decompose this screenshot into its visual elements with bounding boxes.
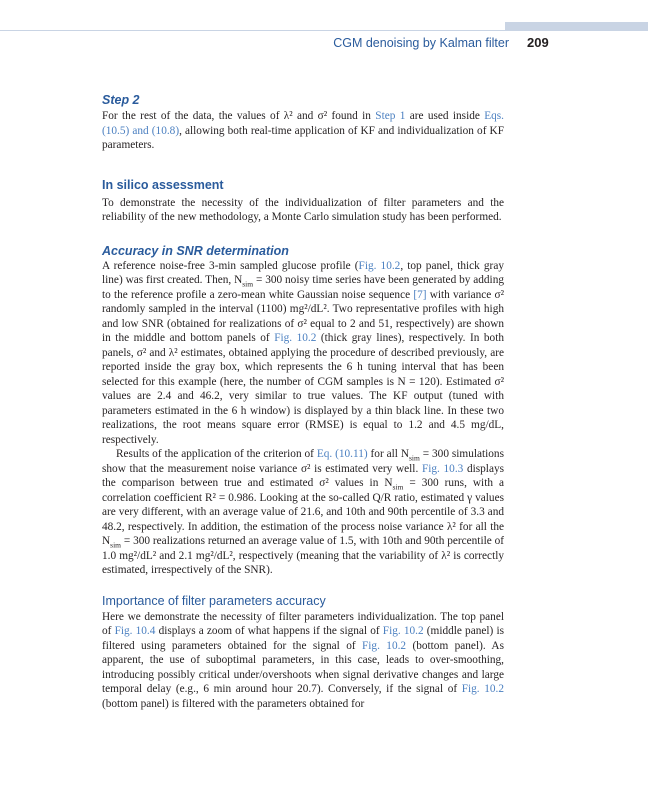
link-eqs-10-5-10-8[interactable]: Eqs. (10.5) and (10.8) xyxy=(102,110,505,137)
running-title: CGM denoising by Kalman filter xyxy=(333,36,509,50)
heading-importance-filter-parameters: Importance of filter parameters accuracy xyxy=(102,593,326,608)
link-step-1[interactable]: Step 1 xyxy=(375,110,406,122)
heading-in-silico-assessment: In silico assessment xyxy=(102,177,224,192)
heading-accuracy-snr: Accuracy in SNR determination xyxy=(102,243,289,258)
link-fig-10-2[interactable]: Fig. 10.2 xyxy=(274,332,317,344)
link-ref-7[interactable]: [7] xyxy=(413,288,427,301)
link-fig-10-3[interactable]: Fig. 10.3 xyxy=(421,462,464,475)
page-body xyxy=(102,92,504,711)
heading-step-2: Step 2 xyxy=(102,93,140,107)
paragraph-in-silico: To demonstrate the necessity of the individualization of filter parameters and the reliability of the new methodology, a Monte Carlo simulation study has been performed. xyxy=(102,196,504,223)
header-rule xyxy=(0,30,648,31)
link-eq-10-11[interactable]: Eq. (10.11) xyxy=(316,448,368,460)
link-fig-10-4[interactable]: Fig. 10.4 xyxy=(114,625,156,637)
link-fig-10-2[interactable]: Fig. 10.2 xyxy=(362,639,407,652)
paragraph-snr-2: Results of the application of the criterion of Eq. (10.11) for all $N_{sim} = 300$ simulations show that the measurement noise variance σ² is estimated very well. Fig. 10.3 displays the comparison between true and estimated σ² values in $N_{sim} = 300$ runs, with a correlation coefficient R² = 0.986. Looking at the so-called Q/R ratio, estimated γ values are very different, with an average value of 21.6, and 10th and 90th percentile of 3.3 and 48.2, respectively. In addition, the estimation of the process noise variance λ² for all the $N_{sim} = 300$ realizations returned an average value of 1.5, with 10th and 90th percentile of 1.0 mg²/dL² and 2.1 mg²/dL², respectively (meaning that the variability of λ² is correctly estimated, irrespectively of the SNR). xyxy=(102,448,504,576)
link-fig-10-2[interactable]: Fig. 10.2 xyxy=(382,625,424,637)
paragraph-snr-1: A reference noise-free 3-min sampled glucose profile (Fig. 10.2, top panel, thick gray line) was first created. Then, $N_{sim} = 300$ noisy time series have been generated by adding to the reference profile a zero-mean white Gaussian noise sequence [7] with variance σ² randomly sampled in the interval (1100) mg²/dL². Two representative profiles with high and low SNR (obtained for realizations of σ² equal to 2 and 51, respectively) are shown in the middle and bottom panels of Fig. 10.2 (thick gray lines), respectively. In both panels, σ² and λ² estimates, obtained applying the procedure of described previously, are reported inside the gray box, which represents the 6 h tuning interval that has been selected for this example (here, the number of CGM samples is N = 120). Estimated σ² values are 2.4 and 46.2, very similar to true values. The KF output (tuned with parameters estimated in the 6 h window) is displayed by a thin black line. In these two realizations, the root means square error (RMSE) is equal to 1.2 and 4.5 mg/dL, respectively. xyxy=(102,259,504,446)
paragraph-step-2: For the rest of the data, the values of λ² and σ² found in Step 1 are used inside Eqs. (10.5) and (10.8), allowing both real-time application of KF and individualization of KF parameters. xyxy=(102,110,505,151)
link-fig-10-2[interactable]: Fig. 10.2 xyxy=(461,683,504,695)
paragraph-importance: Here we demonstrate the necessity of filter parameters individualization. The top panel of Fig. 10.4 displays a zoom of what happens if the signal of Fig. 10.2 (middle panel) is filtered using parameters obtained for the signal of Fig. 10.2 (bottom panel). As apparent, the use of suboptimal parameters, in this case, leads to over-smoothing, introducing possibly critical under/overshoots when signal derivative changes and large temporal delay (e.g., 6 min around hour 20.7). Conversely, if the signal of Fig. 10.2 (bottom panel) is filtered with the parameters obtained for xyxy=(102,610,504,710)
page-number: 209 xyxy=(527,35,549,50)
link-fig-10-2[interactable]: Fig. 10.2 xyxy=(358,259,401,272)
